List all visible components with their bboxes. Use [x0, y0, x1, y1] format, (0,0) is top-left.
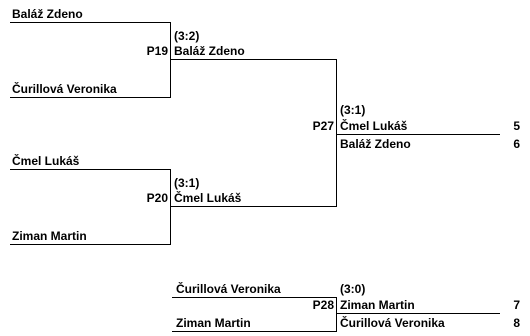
player-slot-3: Čmel Lukáš — [12, 154, 80, 168]
player-slot-2-line — [10, 97, 170, 98]
p28-left-bottom: Ziman Martin — [176, 316, 251, 330]
rank-second-p28: 8 — [513, 316, 520, 330]
player-slot-1: Baláž Zdeno — [12, 7, 83, 21]
winner-line-p19 — [170, 59, 337, 60]
rank-first-p28: 7 — [513, 298, 520, 312]
p28-left-bottom-line — [172, 331, 336, 332]
rank-second-p27: 6 — [513, 137, 520, 151]
match-score-p19: (3:2) — [174, 29, 200, 43]
match-winner-p19: Baláž Zdeno — [174, 44, 245, 58]
match-id-p20: P20 — [146, 191, 168, 205]
rank-first-p27: 5 — [513, 119, 520, 133]
match-id-p27: P27 — [312, 119, 334, 133]
match-score-p27: (3:1) — [340, 103, 366, 117]
match-id-p28: P28 — [312, 298, 334, 312]
player-slot-4-line — [10, 244, 170, 245]
match-second-p27: Baláž Zdeno — [340, 137, 411, 151]
match-score-p20: (3:1) — [174, 176, 200, 190]
match-score-p28: (3:0) — [340, 282, 366, 296]
connector-p27 — [336, 59, 337, 207]
connector-p28 — [336, 297, 337, 332]
match-winner-p20: Čmel Lukáš — [174, 191, 242, 205]
match-id-p19: P19 — [146, 44, 168, 58]
match-first-p28: Ziman Martin — [340, 298, 415, 312]
winner-line-p20 — [170, 206, 337, 207]
connector-p20 — [170, 169, 171, 245]
result-line-p27 — [336, 134, 500, 135]
result-line-p28 — [336, 313, 500, 314]
p28-left-top: Čurillová Veronika — [176, 282, 281, 296]
connector-p19 — [170, 22, 171, 98]
player-slot-2: Čurillová Veronika — [12, 82, 117, 96]
player-slot-3-line — [10, 169, 170, 170]
player-slot-4: Ziman Martin — [12, 229, 87, 243]
player-slot-1-line — [10, 22, 170, 23]
match-first-p27: Čmel Lukáš — [340, 119, 408, 133]
match-second-p28: Čurillová Veronika — [340, 316, 445, 330]
